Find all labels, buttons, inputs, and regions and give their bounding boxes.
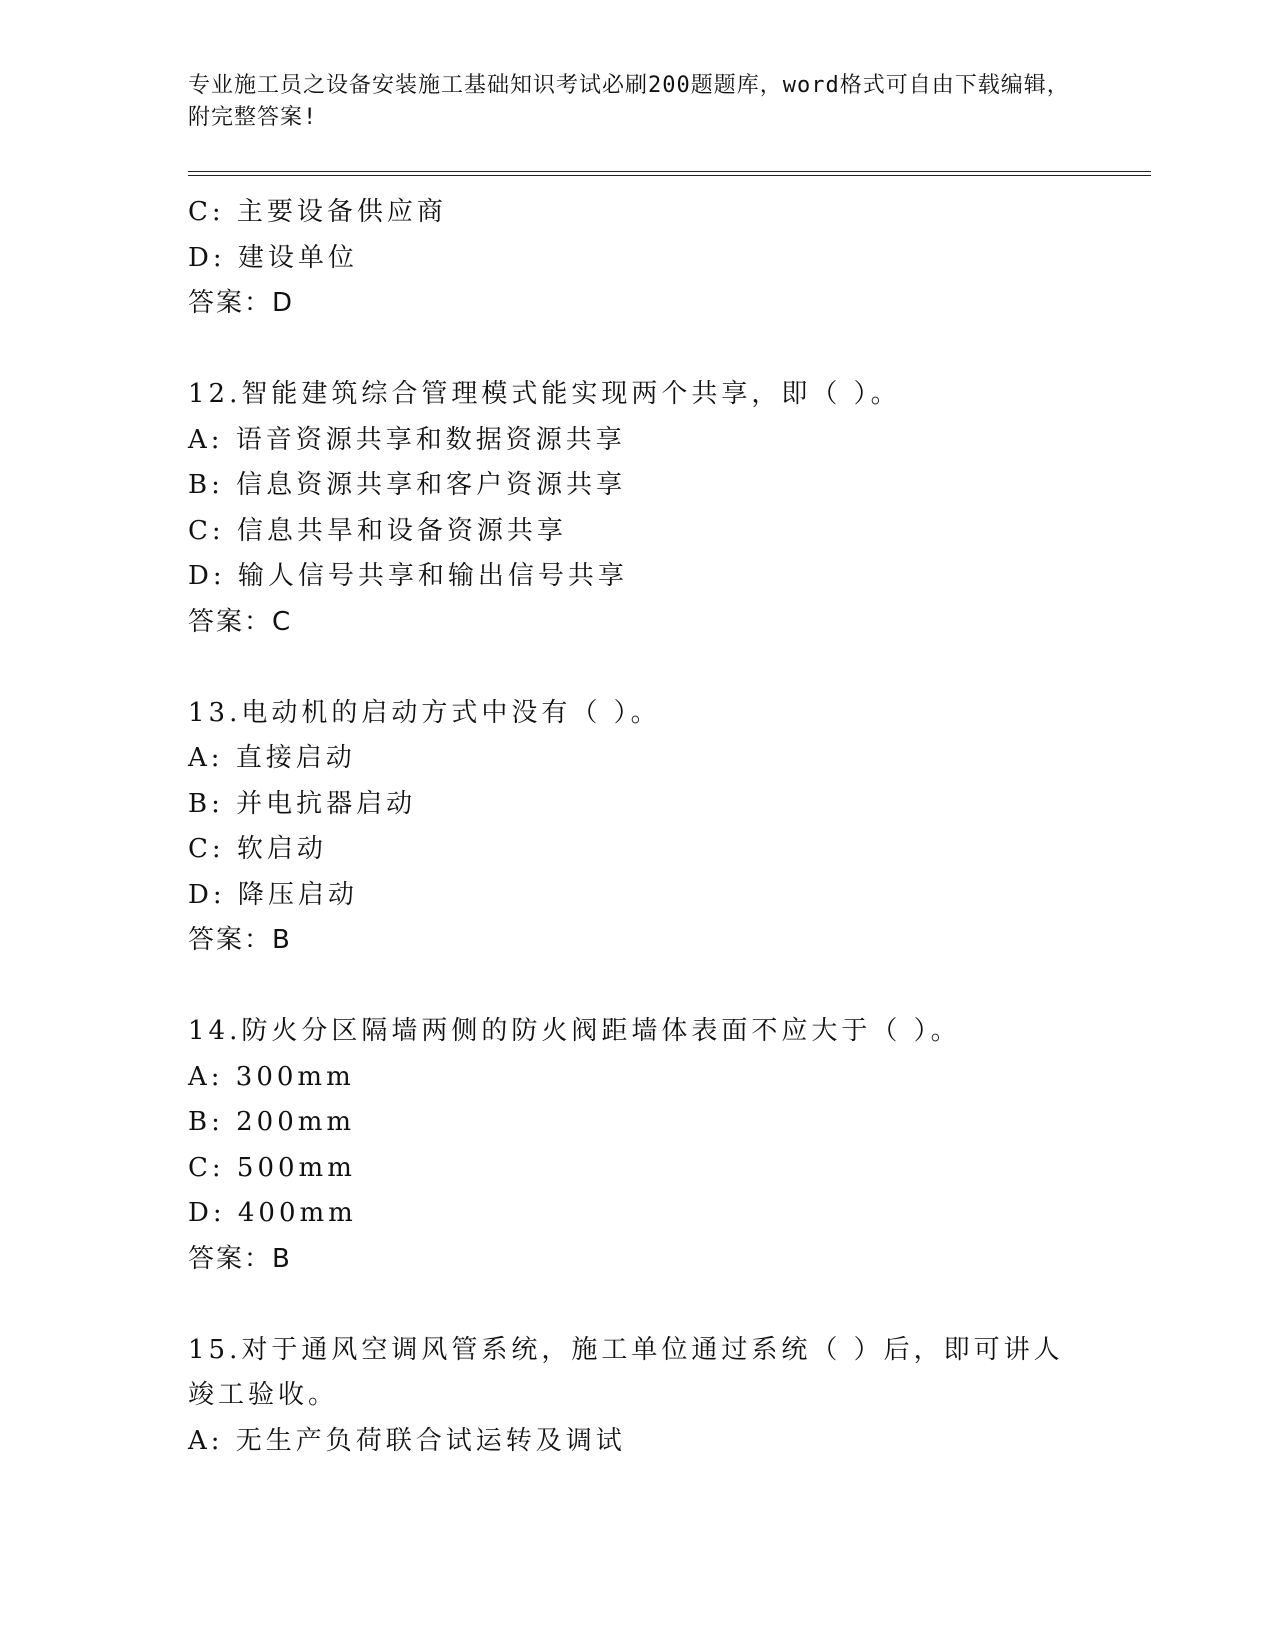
question-15: [188, 1328, 1148, 1465]
answer: 答案：B: [188, 925, 292, 955]
option-d: D: 输人信号共享和输出信号共享: [188, 561, 628, 591]
option-c: C: 主要设备供应商: [188, 197, 447, 227]
option-a: A: 无生产负荷联合试运转及调试: [188, 1425, 626, 1456]
option-d: D: 400mm: [188, 1198, 357, 1228]
option-c: C: 信息共旱和设备资源共享: [188, 515, 567, 546]
document-body: [188, 190, 1148, 1464]
option-c: C: 500mm: [188, 1152, 356, 1183]
answer: 答案：C: [188, 606, 293, 637]
option-c: C: 软启动: [188, 834, 327, 864]
answer: 答案：D: [188, 288, 295, 318]
option-a: A: 语音资源共享和数据资源共享: [188, 424, 626, 455]
header-title: 专业施工员之设备安装施工基础知识考试必刷200题题库，word格式可自由下载编辑，附完整答案!: [188, 73, 1070, 130]
question-12: [188, 372, 1148, 645]
question-13: [188, 691, 1148, 964]
document-header: [188, 70, 1088, 134]
option-d: D: 建设单位: [188, 242, 358, 273]
question-stem: 13.电动机的启动方式中没有（ ）。: [188, 697, 661, 728]
question-stem: 14.防火分区隔墙两侧的防火阀距墙体表面不应大于（ ）。: [188, 1016, 961, 1046]
partial-question: [188, 190, 1148, 327]
option-a: A: 300mm: [188, 1061, 355, 1092]
option-b: B: 并电抗器启动: [188, 788, 417, 819]
question-stem: 12.智能建筑综合管理模式能实现两个共享，即（ ）。: [188, 379, 901, 409]
option-d: D: 降压启动: [188, 879, 358, 910]
option-b: B: 信息资源共享和客户资源共享: [188, 470, 627, 500]
question-14: [188, 1009, 1148, 1282]
header-divider-bottom: [188, 175, 1151, 176]
header-divider-top: [188, 171, 1151, 172]
answer: 答案：B: [188, 1243, 292, 1274]
option-b: B: 200mm: [188, 1107, 356, 1137]
question-stem: 15.对于通风空调风管系统，施工单位通过系统（ ）后，即可讲人竣工验收。: [188, 1334, 1064, 1410]
option-a: A: 直接启动: [188, 743, 356, 773]
